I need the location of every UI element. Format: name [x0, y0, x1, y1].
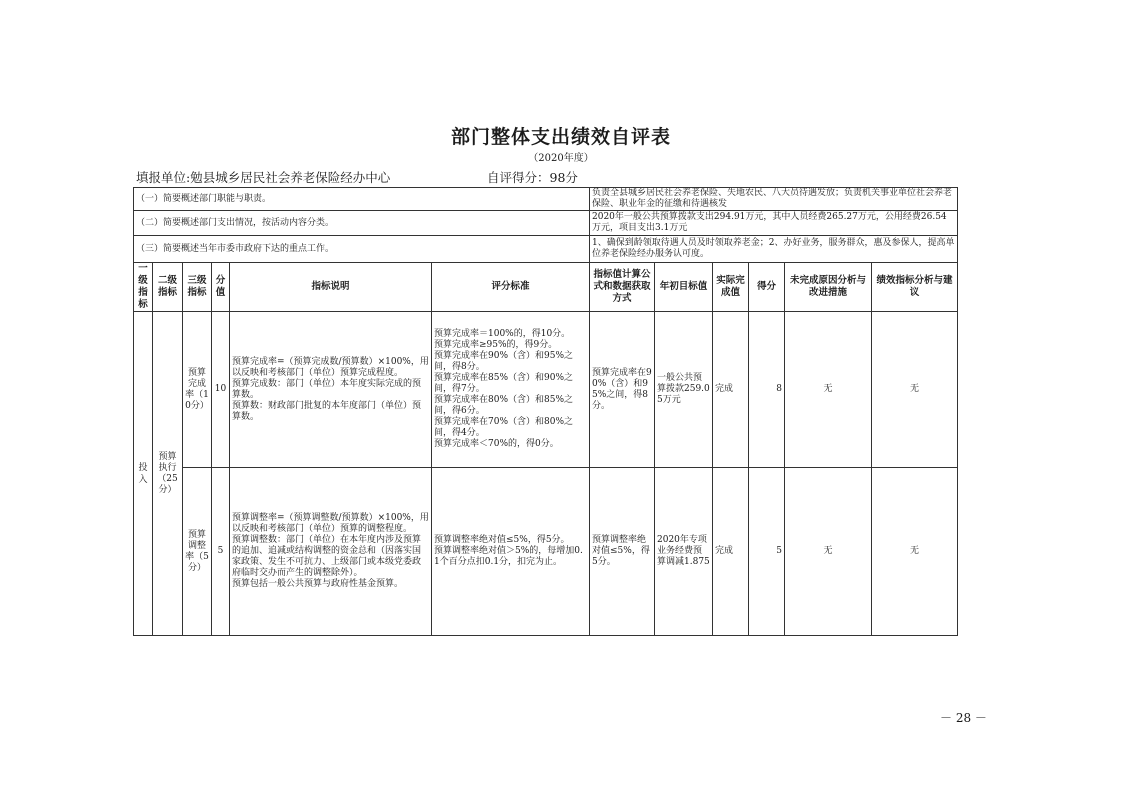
reporting-unit: 填报单位:勉县城乡居民社会养老保险经办中心 — [136, 170, 391, 185]
reason-cell: 无 — [785, 468, 872, 636]
header-method: 指标值计算公式和数据获取方式 — [590, 263, 655, 312]
score-cell: 5 — [749, 468, 785, 636]
points-cell: 10 — [212, 312, 230, 468]
actual-cell: 完成 — [713, 312, 749, 468]
reason-cell: 无 — [785, 312, 872, 468]
header-level1: 一级指标 — [134, 263, 153, 312]
criteria-cell: 预算完成率＝100%的，得10分。 预算完成率≥95%的，得9分。 预算完成率在90%（含）和95%之间，得8分。 预算完成率在85%（含）和90%之间，得7分。 预算完成率在80%（含）和85%之间，得6分。 预算完成率在70%（含）和80%之间，得4分。 预算完成率＜70%的，得0分。 — [432, 312, 590, 468]
level3-cell: 预算完成率（10分） — [183, 312, 212, 468]
description-cell: 预算调整率=（预算调整数/预算数）×100%，用以反映和考核部门（单位）预算的调整程度。 预算调整数：部门（单位）在本年度内涉及预算的追加、追减或结构调整的资金总和（因落实国家政策、发生不可抗力、上级部门或本级党委政府临时交办而产生的调整除外）。 预算包括一般公共预算与政府性基金预算。 — [230, 468, 432, 636]
summary-row-2 — [134, 211, 958, 236]
header-criteria: 评分标准 — [432, 263, 590, 312]
table-row — [134, 312, 958, 468]
summary-value-2: 2020年一般公共预算拨款支出294.91万元，其中人员经费265.27万元，公用经费26.54万元，项目支出3.1万元 — [590, 211, 958, 236]
evaluation-table — [133, 187, 958, 636]
summary-label-1: （一）简要概述部门职能与职责。 — [134, 188, 590, 211]
summary-row-1 — [134, 188, 958, 211]
criteria-cell: 预算调整率绝对值≤5%，得5分。 预算调整率绝对值＞5%的，每增加0.1个百分点扣0.1分，扣完为止。 — [432, 468, 590, 636]
description-cell: 预算完成率=（预算完成数/预算数）×100%，用以反映和考核部门（单位）预算完成程度。 预算完成数：部门（单位）本年度实际完成的预算数。 预算数：财政部门批复的本年度部门（单位）预算数。 — [230, 312, 432, 468]
header-score: 得分 — [749, 263, 785, 312]
score-cell: 8 — [749, 312, 785, 468]
self-score: 自评得分：98分 — [487, 170, 578, 185]
header-reason: 未完成原因分析与改进措施 — [785, 263, 872, 312]
header-description: 指标说明 — [230, 263, 432, 312]
actual-cell: 完成 — [713, 468, 749, 636]
summary-row-3 — [134, 236, 958, 263]
header-suggestion: 绩效指标分析与建议 — [872, 263, 958, 312]
level3-cell: 预算调整率（5分） — [183, 468, 212, 636]
column-header-row — [134, 263, 958, 312]
level1-cell: 投入 — [134, 312, 153, 636]
target-cell: 一般公共预算拨款259.05万元 — [655, 312, 713, 468]
summary-value-1: 负责全县城乡居民社会养老保险、失地农民、八大员待遇发放；负责机关事业单位社会养老保险、职业年金的征缴和待遇核发 — [590, 188, 958, 211]
header-level2: 二级指标 — [153, 263, 183, 312]
method-cell: 预算调整率绝对值≤5%，得5分。 — [590, 468, 655, 636]
header-level3: 三级指标 — [183, 263, 212, 312]
page-title: 部门整体支出绩效自评表 — [450, 126, 671, 148]
header-actual: 实际完成值 — [713, 263, 749, 312]
level2-cell: 预算执行（25分） — [153, 312, 183, 636]
suggestion-cell: 无 — [872, 468, 958, 636]
method-cell: 预算完成率在90%（含）和95%之间，得8分。 — [590, 312, 655, 468]
summary-label-3: （三）简要概述当年市委市政府下达的重点工作。 — [134, 236, 590, 263]
header-points: 分值 — [212, 263, 230, 312]
summary-label-2: （二）简要概述部门支出情况，按活动内容分类。 — [134, 211, 590, 236]
points-cell: 5 — [212, 468, 230, 636]
summary-value-3: 1、确保到龄领取待遇人员及时领取养老金；2、办好业务，服务群众，惠及参保人，提高单位养老保险经办服务认可度。 — [590, 236, 958, 263]
page-number: － 28 － — [940, 711, 987, 725]
target-cell: 2020年专项业务经费预算调减1.875 — [655, 468, 713, 636]
report-year: （2020年度） — [528, 153, 594, 164]
suggestion-cell: 无 — [872, 312, 958, 468]
table-row — [134, 468, 958, 636]
header-target: 年初目标值 — [655, 263, 713, 312]
